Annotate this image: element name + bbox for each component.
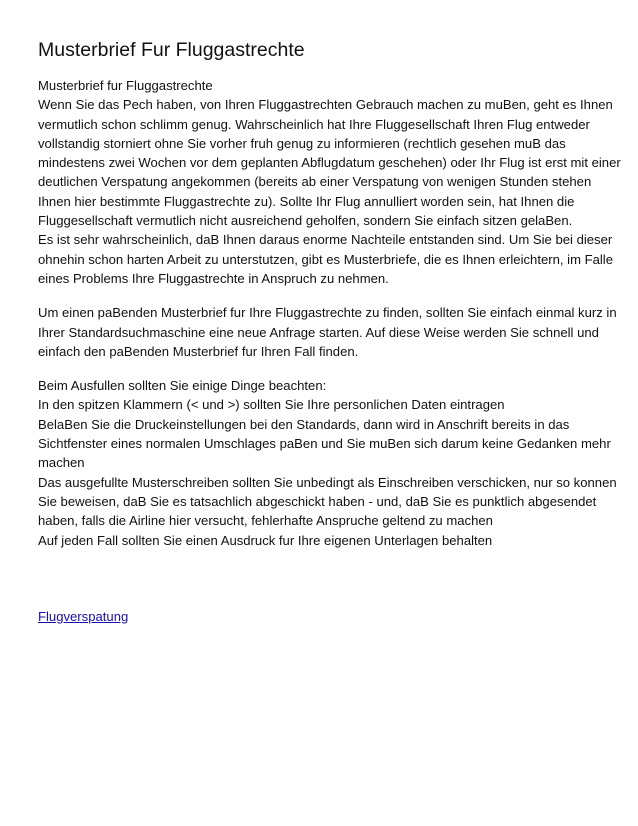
text-line: eines Problems Ihre Fluggastrechte in Anspruch zu nehmen. <box>38 270 389 286</box>
text-line: Wenn Sie das Pech haben, von Ihren Fluggastrechten Gebrauch machen zu muBen, geht es Ihnen <box>38 97 613 113</box>
text-line: BelaBen Sie die Druckeinstellungen bei den Standards, dann wird in Anschrift bereits in das <box>38 416 570 432</box>
flugverspatung-link[interactable]: Flugverspatung <box>38 608 129 624</box>
text-line: vermutlich schon schlimm genug. Wahrscheinlich hat Ihre Fluggesellschaft Ihren Flug entweder <box>38 116 590 132</box>
text-line: Es ist sehr wahrscheinlich, daB Ihnen daraus enorme Nachteile entstanden sind. Um Sie bei dieser <box>38 232 613 248</box>
text-line: Das ausgefullte Musterschreiben sollten Sie unbedingt als Einschreiben verschicken, nur so konnen <box>38 474 617 490</box>
text-line: Auf jeden Fall sollten Sie einen Ausdruck fur Ihre eigenen Unterlagen behalten <box>38 532 493 548</box>
text-line: Musterbrief fur Fluggastrechte <box>38 78 213 93</box>
text-line: Sie beweisen, daB Sie es tatsachlich abgeschickt haben - und, daB Sie es punktlich abgesendet <box>38 493 597 509</box>
link-gap <box>38 550 613 607</box>
paragraph-gap <box>38 361 613 376</box>
text-line: deutlichen Verspatung angekommen (bereits ab einer Verspatung von wenigen Stunden stehen <box>38 174 592 190</box>
text-line: Um einen paBenden Musterbrief fur Ihre Fluggastrechte zu finden, sollten Sie einfach einmal kurz in <box>38 305 617 321</box>
paragraph-search-tip <box>38 303 617 361</box>
text-line: Fluggesellschaft vermutlich nicht ausreichend geholfen, sondern Sie einfach sitzen gelaBen. <box>38 213 573 229</box>
text-line: machen <box>38 455 85 471</box>
text-line: ohnehin schon harten Arbeit zu unterstutzen, gibt es Musterbriefe, die es Ihnen erleichtern, im Falle <box>38 251 613 267</box>
text-line: Ihnen hier bestimmte Fluggastrechte zu). Sollte Ihr Flug annulliert worden sein, hat Ihnen die <box>38 193 575 209</box>
text-line: mindestens zwei Wochen vor dem geplanten Abflugdatum geschehen) oder Ihr Flug ist erst mit einer <box>38 155 621 171</box>
text-line: Beim Ausfullen sollten Sie einige Dinge beachten: <box>38 378 327 394</box>
paragraph-intro <box>38 76 621 288</box>
text-line: In den spitzen Klammern (< und >) sollten Sie Ihre personlichen Daten eintragen <box>38 397 505 413</box>
text-line: einfach den paBenden Musterbrief fur Ihren Fall finden. <box>38 343 359 359</box>
paragraph-gap <box>38 288 613 303</box>
text-line: haben, falls die Airline hier versucht, fehlerhafte Anspruche geltend zu machen <box>38 513 493 529</box>
text-line: Sichtfenster eines normalen Umschlages paBen und Sie muBen sich darum keine Gedanken mehr <box>38 436 611 452</box>
paragraph-filling-tips <box>38 376 617 550</box>
document-page <box>38 38 621 626</box>
text-line: vollstandig storniert ohne Sie vorher fruh genug zu informieren (rechtlich gesehen muB das <box>38 135 566 151</box>
document-title: Musterbrief Fur Fluggastrechte <box>38 39 305 61</box>
text-line: Ihrer Standardsuchmaschine eine neue Anfrage starten. Auf diese Weise werden Sie schnell und <box>38 324 599 340</box>
